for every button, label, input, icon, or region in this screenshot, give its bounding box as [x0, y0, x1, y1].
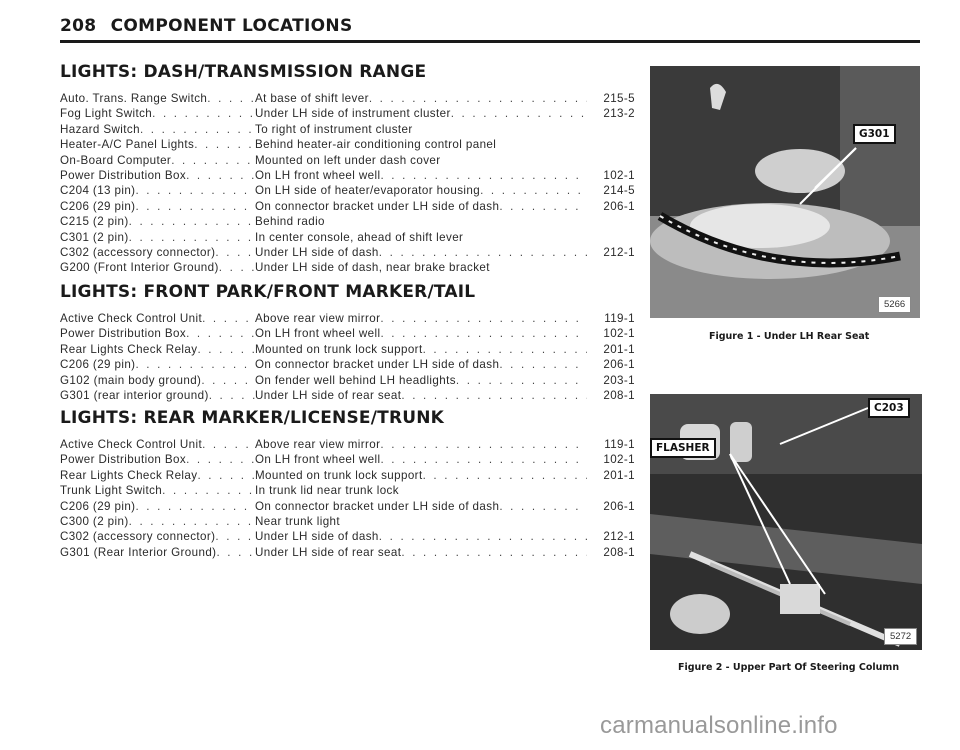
figure-2-illustration	[650, 394, 922, 650]
component-location: Under LH side of dash, near brake bracket	[255, 261, 490, 275]
dot-leader	[369, 92, 587, 105]
component-location: Mounted on trunk lock support	[255, 342, 423, 356]
component-name: Hazard Switch	[60, 122, 140, 136]
dot-leader	[216, 546, 255, 559]
component-label-cell	[60, 154, 255, 167]
section-front-park-marker-tail	[60, 282, 635, 404]
dot-leader	[207, 92, 255, 105]
dot-leader	[215, 246, 255, 259]
component-row	[60, 374, 635, 389]
component-name: C215 (2 pin)	[60, 215, 129, 229]
figure-2-photo	[650, 394, 922, 650]
component-location: Near trunk light	[255, 514, 341, 528]
component-row	[60, 215, 635, 230]
photo-number: 5266	[878, 296, 911, 313]
component-name: Heater-A/C Panel Lights	[60, 138, 195, 152]
dot-leader	[171, 154, 255, 167]
component-row	[60, 246, 635, 261]
location-cell	[255, 374, 587, 387]
location-cell	[255, 530, 587, 543]
component-list	[60, 312, 635, 404]
page-reference: 102-1	[603, 327, 635, 341]
component-row	[60, 327, 635, 342]
dot-leader	[129, 215, 255, 228]
component-label-cell	[60, 107, 255, 120]
component-name: Trunk Light Switch	[60, 484, 163, 498]
component-label-cell	[60, 374, 255, 387]
dot-leader	[401, 389, 587, 402]
page-reference: 208-1	[603, 545, 635, 559]
dot-leader	[480, 184, 587, 197]
component-name: C302 (accessory connector)	[60, 245, 216, 259]
component-row	[60, 231, 635, 246]
dot-leader	[186, 169, 255, 182]
component-location: In center console, ahead of shift lever	[255, 230, 464, 244]
dot-leader	[135, 200, 255, 213]
callout-label: FLASHER	[650, 438, 716, 458]
dot-leader	[186, 453, 255, 466]
component-location: On connector bracket under LH side of dash	[255, 199, 500, 213]
component-label-cell	[60, 358, 255, 371]
component-location: Above rear view mirror	[255, 312, 381, 325]
component-row	[60, 515, 635, 530]
dot-leader	[209, 389, 255, 402]
component-name: C206 (29 pin)	[60, 199, 136, 213]
location-cell	[255, 138, 587, 151]
component-row	[60, 107, 635, 122]
component-location: On connector bracket under LH side of dash	[255, 358, 500, 372]
dot-leader	[380, 453, 587, 466]
component-label-cell	[60, 546, 255, 559]
component-location: Behind radio	[255, 215, 325, 229]
component-name: Power Distribution Box	[60, 327, 187, 341]
component-name: G102 (main body ground)	[60, 373, 202, 387]
dot-leader	[499, 500, 587, 513]
component-label-cell	[60, 184, 255, 197]
component-location: On LH front wheel well	[255, 168, 381, 182]
dot-leader	[451, 107, 587, 120]
component-location: Under LH side of dash	[255, 245, 379, 259]
location-cell	[255, 438, 587, 451]
section-dash-transmission	[60, 62, 635, 277]
page-reference: 201-1	[603, 342, 635, 356]
component-row	[60, 92, 635, 107]
component-name: C301 (2 pin)	[60, 230, 129, 244]
component-name: Rear Lights Check Relay	[60, 342, 198, 356]
location-cell	[255, 261, 587, 274]
component-name: G301 (Rear Interior Ground)	[60, 545, 217, 559]
section-title: LIGHTS: DASH/TRANSMISSION RANGE	[60, 62, 427, 82]
dot-leader	[499, 200, 587, 213]
component-location: To right of instrument cluster	[255, 122, 413, 136]
component-label-cell	[60, 389, 255, 402]
component-label-cell	[60, 484, 255, 497]
location-cell	[255, 154, 587, 167]
component-location: On fender well behind LH headlights	[255, 373, 456, 387]
dot-leader	[186, 327, 255, 340]
component-row	[60, 389, 635, 404]
component-row	[60, 138, 635, 153]
component-location: Under LH side of instrument cluster	[255, 107, 451, 121]
component-location: Above rear view mirror	[255, 438, 381, 451]
component-row	[60, 184, 635, 199]
location-cell	[255, 184, 587, 197]
component-name: C300 (2 pin)	[60, 514, 129, 528]
component-label-cell	[60, 200, 255, 213]
dot-leader	[379, 246, 587, 259]
dot-leader	[129, 231, 255, 244]
component-name: C204 (13 pin)	[60, 184, 136, 198]
dot-leader	[380, 327, 587, 340]
component-label-cell	[60, 515, 255, 528]
page-reference: 102-1	[603, 168, 635, 182]
component-location: On connector bracket under LH side of dash	[255, 499, 500, 513]
page-reference: 206-1	[603, 499, 635, 513]
dot-leader	[401, 546, 587, 559]
dot-leader	[135, 184, 255, 197]
location-cell	[255, 92, 587, 105]
component-name: Rear Lights Check Relay	[60, 468, 198, 482]
component-label-cell	[60, 500, 255, 513]
component-name: G301 (rear interior ground)	[60, 388, 209, 402]
component-row	[60, 312, 635, 327]
location-cell	[255, 453, 587, 466]
component-name: Active Check Control Unit	[60, 312, 203, 325]
location-cell	[255, 469, 587, 482]
component-label-cell	[60, 231, 255, 244]
page-reference: 201-1	[603, 468, 635, 482]
page-reference: 214-5	[603, 184, 635, 198]
figure-1-illustration	[650, 66, 920, 318]
page-header	[60, 16, 920, 36]
component-label-cell	[60, 138, 255, 151]
page-reference: 208-1	[603, 388, 635, 402]
component-label-cell	[60, 261, 255, 274]
dot-leader	[140, 123, 255, 136]
photo-number: 5272	[884, 628, 917, 645]
dot-leader	[456, 374, 587, 387]
location-cell	[255, 312, 587, 325]
component-location: Under LH side of dash	[255, 530, 379, 544]
location-cell	[255, 200, 587, 213]
page-reference: 215-5	[603, 92, 635, 105]
dot-leader	[380, 169, 587, 182]
component-location: In trunk lid near trunk lock	[255, 484, 399, 498]
component-location: Under LH side of rear seat	[255, 388, 402, 402]
component-row	[60, 438, 635, 453]
component-location: On LH front wheel well	[255, 327, 381, 341]
page-reference: 102-1	[603, 453, 635, 467]
component-label-cell	[60, 312, 255, 325]
section-title: LIGHTS: FRONT PARK/FRONT MARKER/TAIL	[60, 282, 476, 302]
component-list	[60, 92, 635, 277]
component-label-cell	[60, 343, 255, 356]
page-reference: 119-1	[604, 312, 635, 325]
section-rear-marker-license-trunk	[60, 408, 635, 561]
component-label-cell	[60, 169, 255, 182]
page-reference: 212-1	[603, 530, 635, 544]
component-location: Behind heater-air conditioning control panel	[255, 138, 497, 152]
component-row	[60, 358, 635, 373]
location-cell	[255, 246, 587, 259]
component-row	[60, 469, 635, 484]
component-label-cell	[60, 438, 255, 451]
section-title: LIGHTS: REAR MARKER/LICENSE/TRUNK	[60, 408, 445, 428]
dot-leader	[215, 530, 255, 543]
location-cell	[255, 389, 587, 402]
dot-leader	[197, 469, 255, 482]
component-location: On LH front wheel well	[255, 453, 381, 467]
dot-leader	[152, 107, 255, 120]
page-reference: 212-1	[603, 245, 635, 259]
component-name: Auto. Trans. Range Switch	[60, 92, 208, 105]
page-number: 208	[60, 16, 97, 36]
component-row	[60, 484, 635, 499]
dot-leader	[202, 312, 255, 325]
dot-leader	[423, 469, 587, 482]
figure-1-photo	[650, 66, 920, 318]
dot-leader	[194, 138, 255, 151]
component-name: On-Board Computer	[60, 153, 172, 167]
location-cell	[255, 123, 587, 136]
dot-leader	[423, 343, 587, 356]
page-title: COMPONENT LOCATIONS	[110, 16, 353, 36]
dot-leader	[135, 500, 255, 513]
location-cell	[255, 107, 587, 120]
component-row	[60, 169, 635, 184]
component-row	[60, 546, 635, 561]
callout-label: C203	[868, 398, 910, 418]
component-label-cell	[60, 327, 255, 340]
component-name: Active Check Control Unit	[60, 438, 203, 451]
component-label-cell	[60, 530, 255, 543]
dot-leader	[197, 343, 255, 356]
page-reference: 206-1	[603, 358, 635, 372]
dot-leader	[380, 438, 587, 451]
component-name: G200 (Front Interior Ground)	[60, 261, 219, 275]
location-cell	[255, 358, 587, 371]
figure-2-caption: Figure 2 - Upper Part Of Steering Column	[678, 662, 900, 673]
component-row	[60, 343, 635, 358]
location-cell	[255, 215, 587, 228]
dot-leader	[162, 484, 255, 497]
component-name: Power Distribution Box	[60, 168, 187, 182]
component-row	[60, 261, 635, 276]
component-name: C206 (29 pin)	[60, 499, 136, 513]
watermark: carmanualsonline.info	[600, 712, 838, 739]
component-row	[60, 500, 635, 515]
dot-leader	[201, 374, 255, 387]
location-cell	[255, 169, 587, 182]
component-name: Fog Light Switch	[60, 107, 153, 121]
component-label-cell	[60, 246, 255, 259]
dot-leader	[379, 530, 587, 543]
component-label-cell	[60, 453, 255, 466]
dot-leader	[202, 438, 255, 451]
component-location: Under LH side of rear seat	[255, 545, 402, 559]
location-cell	[255, 515, 587, 528]
dot-leader	[219, 261, 255, 274]
page-reference: 119-1	[604, 438, 635, 451]
component-row	[60, 154, 635, 169]
component-label-cell	[60, 469, 255, 482]
location-cell	[255, 343, 587, 356]
location-cell	[255, 500, 587, 513]
component-location: Mounted on trunk lock support	[255, 468, 423, 482]
page-reference: 213-2	[603, 107, 635, 121]
location-cell	[255, 231, 587, 244]
callout-label: G301	[853, 124, 896, 144]
location-cell	[255, 327, 587, 340]
header-rule	[60, 40, 920, 43]
figure-1-caption: Figure 1 - Under LH Rear Seat	[709, 331, 870, 342]
component-row	[60, 453, 635, 468]
component-row	[60, 530, 635, 545]
dot-leader	[129, 515, 255, 528]
page-reference: 206-1	[603, 199, 635, 213]
page-reference: 203-1	[603, 373, 635, 387]
component-list	[60, 438, 635, 561]
component-label-cell	[60, 92, 255, 105]
component-name: C206 (29 pin)	[60, 358, 136, 372]
dot-leader	[135, 358, 255, 371]
dot-leader	[499, 358, 587, 371]
component-row	[60, 200, 635, 215]
location-cell	[255, 546, 587, 559]
component-location: At base of shift lever	[255, 92, 369, 105]
dot-leader	[380, 312, 587, 325]
component-label-cell	[60, 123, 255, 136]
component-name: C302 (accessory connector)	[60, 530, 216, 544]
location-cell	[255, 484, 587, 497]
component-location: On LH side of heater/evaporator housing	[255, 184, 481, 198]
component-location: Mounted on left under dash cover	[255, 153, 441, 167]
component-name: Power Distribution Box	[60, 453, 187, 467]
component-label-cell	[60, 215, 255, 228]
component-row	[60, 123, 635, 138]
